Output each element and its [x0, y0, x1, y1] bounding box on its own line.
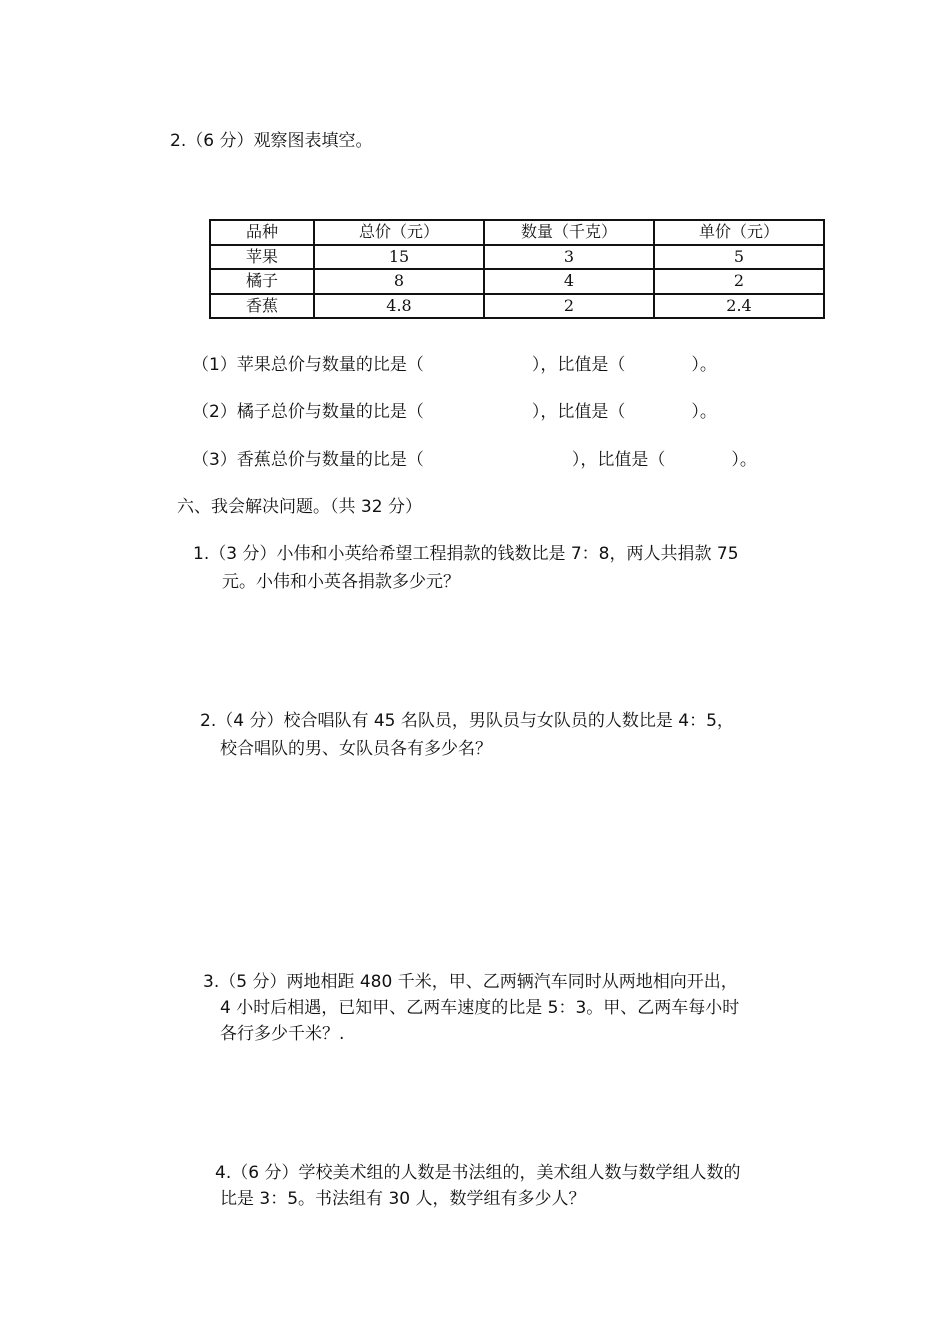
- table-cell: 橘子: [210, 269, 314, 294]
- table-cell: 香蕉: [210, 294, 314, 319]
- table-row: [210, 294, 824, 319]
- table-cell: 2: [484, 294, 654, 319]
- table-row: [210, 269, 824, 294]
- table-row: [210, 245, 824, 270]
- problem-line: 2.（4 分）校合唱队有 45 名队员，男队员与女队员的人数比是 4：5，: [200, 711, 734, 731]
- problem-line: 1.（3 分）小伟和小英给希望工程捐款的钱数比是 7：8，两人共捐款 75: [193, 544, 739, 564]
- blank-end: ）。: [691, 402, 717, 422]
- question-2-heading: 2.（6 分）观察图表填空。: [170, 131, 373, 151]
- table-cell: 4.8: [314, 294, 484, 319]
- problem-line: 3.（5 分）两地相距 480 千米，甲、乙两辆汽车同时从两地相向开出，: [203, 972, 738, 992]
- table-cell: 3: [484, 245, 654, 270]
- table-cell: 4: [484, 269, 654, 294]
- section-6-title: 六、我会解决问题。（共 32 分）: [177, 497, 422, 517]
- blank-mid: ），比值是（: [531, 355, 626, 375]
- table-cell: 5: [654, 245, 824, 270]
- problem-line: 4.（6 分）学校美术组的人数是书法组的，美术组人数与数学组人数的: [215, 1163, 741, 1183]
- blank-line-1: [192, 350, 717, 375]
- problem-line: 4 小时后相遇，已知甲、乙两车速度的比是 5：3。甲、乙两车每小时: [220, 998, 740, 1018]
- table-cell: 15: [314, 245, 484, 270]
- problem-line: 校合唱队的男、女队员各有多少名？: [220, 739, 492, 759]
- problem-line: 元。小伟和小英各捐款多少元？: [222, 572, 460, 592]
- blank-label: （3）香蕉总价与数量的比是（: [192, 450, 424, 470]
- blank-mid: ），比值是（: [571, 450, 666, 470]
- table-cell: 8: [314, 269, 484, 294]
- header-cell: 总价（元）: [314, 220, 484, 245]
- table-cell: 苹果: [210, 245, 314, 270]
- table-cell: 2: [654, 269, 824, 294]
- blank-end: ）。: [691, 355, 717, 375]
- price-table: [209, 219, 825, 319]
- blank-line-3: [192, 445, 757, 470]
- blank-label: （1）苹果总价与数量的比是（: [192, 355, 424, 375]
- table-cell: 2.4: [654, 294, 824, 319]
- blank-end: ）。: [731, 450, 757, 470]
- blank-mid: ），比值是（: [531, 402, 626, 422]
- table-header-row: [210, 220, 824, 245]
- blank-line-2: [192, 397, 717, 422]
- header-cell: 数量（千克）: [484, 220, 654, 245]
- header-cell: 单价（元）: [654, 220, 824, 245]
- blank-label: （2）橘子总价与数量的比是（: [192, 402, 424, 422]
- problem-line: 各行多少千米？.: [220, 1024, 345, 1044]
- header-cell: 品种: [210, 220, 314, 245]
- problem-line: 比是 3：5。书法组有 30 人，数学组有多少人？: [220, 1189, 586, 1209]
